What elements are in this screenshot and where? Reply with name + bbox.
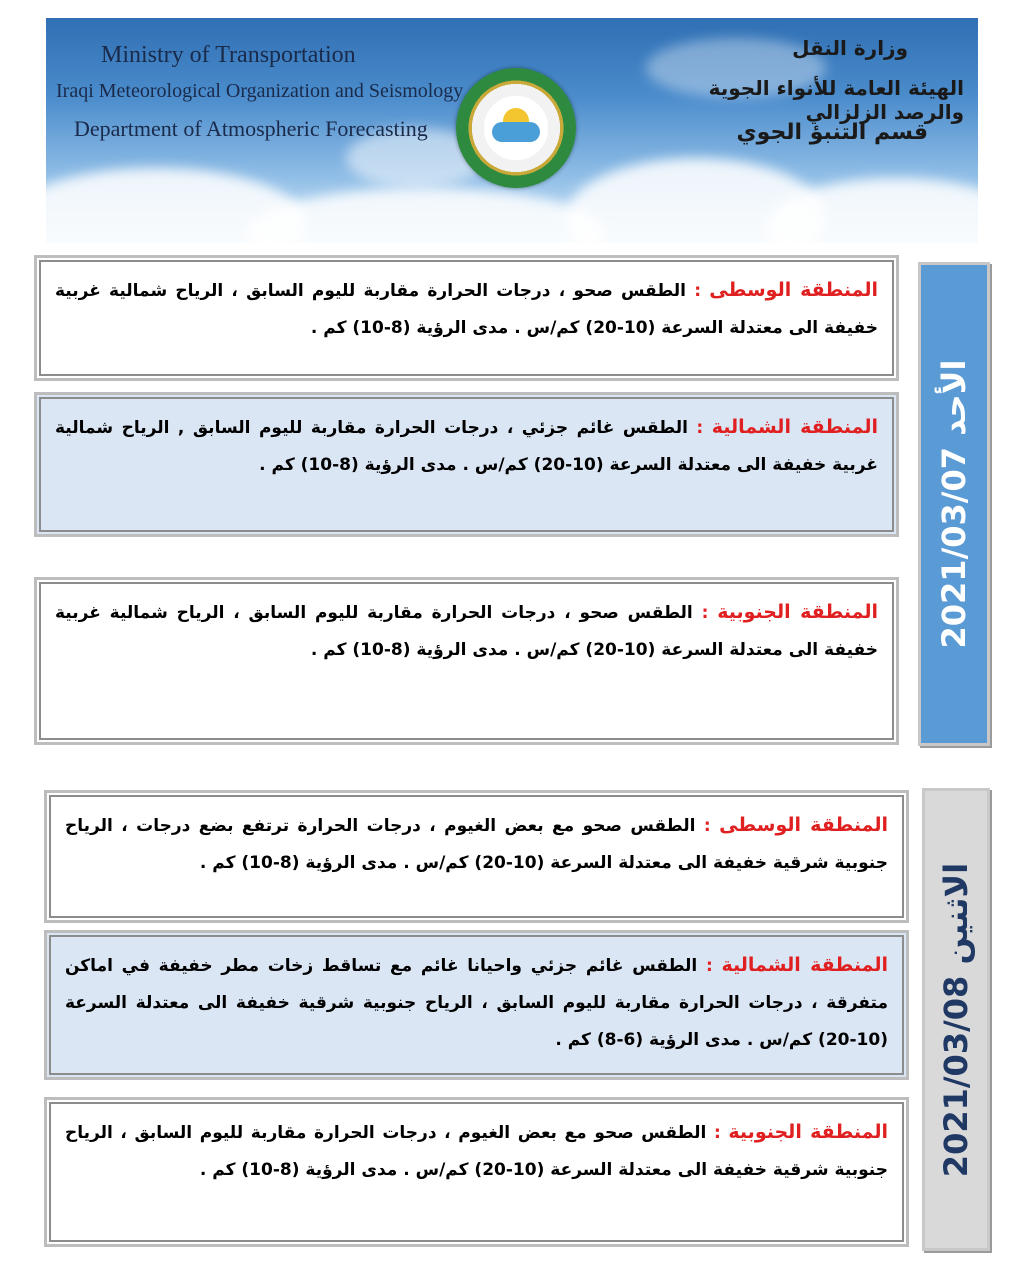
region-name: المنطقة الجنوبية xyxy=(717,601,878,623)
organization-name-en: Iraqi Meteorological Organization and Seismology xyxy=(56,80,464,102)
forecast-box-north xyxy=(44,930,909,1080)
forecast-box-central xyxy=(34,255,899,381)
forecast-details: الطقس صحو ، درجات الحرارة مقاربة لليوم السابق ، الرياح شمالية غربية خفيفة الى معتدلة السرعة (10-20) كم/س . مدى الرؤية (8-10) كم . xyxy=(55,603,878,660)
header-banner xyxy=(46,18,978,243)
forecast-box-north xyxy=(34,392,899,537)
department-name-ar: قسم التنبؤ الجوي xyxy=(736,120,928,145)
organization-logo-icon xyxy=(456,68,576,188)
region-name: المنطقة الوسطى xyxy=(719,814,889,836)
day-bar-monday xyxy=(922,788,990,1251)
forecast-details: الطقس غائم جزئي واحيانا غائم مع تساقط زخات مطر خفيفة في اماكن متفرقة ، درجات الحرارة مقاربة لليوم السابق ، الرياح جنوبية شرقية خفيفة الى معتدلة السرعة (10-20) كم/س . مدى الرؤية (6-8) كم . xyxy=(65,956,888,1050)
day-bar-sunday xyxy=(918,262,990,746)
ministry-name-ar: وزارة النقل xyxy=(792,36,908,60)
region-name: المنطقة الشمالية xyxy=(711,416,878,438)
forecast-text: المنطقة الشمالية : الطقس غائم جزئي ، درجات الحرارة مقاربة لليوم السابق , الرياح شمالية غربية خفيفة الى معتدلة السرعة (10-20) كم/س . مدى الرؤية (8-10) كم . xyxy=(55,416,878,475)
forecast-box-central xyxy=(44,790,909,923)
day-label: الاثنين 2021/03/08 xyxy=(937,862,975,1177)
region-name: المنطقة الشمالية xyxy=(721,954,888,976)
organization-name-ar: الهيئة العامة للأنواء الجوية والرصد الزلزالي xyxy=(708,76,964,124)
forecast-text: المنطقة الجنوبية : الطقس صحو مع بعض الغيوم ، درجات الحرارة مقاربة لليوم السابق ، الرياح جنوبية شرقية خفيفة الى معتدلة السرعة (10-20) كم/س . مدى الرؤية (8-10) كم . xyxy=(65,1121,888,1180)
forecast-details: الطقس صحو ، درجات الحرارة مقاربة لليوم السابق ، الرياح شمالية غربية خفيفة الى معتدلة السرعة (10-20) كم/س . مدى الرؤية (8-10) كم . xyxy=(55,281,878,338)
forecast-box-south xyxy=(34,577,899,745)
forecast-details: الطقس صحو مع بعض الغيوم ، درجات الحرارة مقاربة لليوم السابق ، الرياح جنوبية شرقية خفيفة الى معتدلة السرعة (10-20) كم/س . مدى الرؤية (8-10) كم . xyxy=(65,1123,888,1180)
forecast-text: المنطقة الوسطى : الطقس صحو ، درجات الحرارة مقاربة لليوم السابق ، الرياح شمالية غربية خفيفة الى معتدلة السرعة (10-20) كم/س . مدى الرؤية (8-10) كم . xyxy=(55,279,879,338)
forecast-text: المنطقة الجنوبية : الطقس صحو ، درجات الحرارة مقاربة لليوم السابق ، الرياح شمالية غربية خفيفة الى معتدلة السرعة (10-20) كم/س . مدى الرؤية (8-10) كم . xyxy=(55,601,878,660)
cloud-icon xyxy=(492,122,540,142)
region-name: المنطقة الوسطى xyxy=(709,279,879,301)
department-name-en: Department of Atmospheric Forecasting xyxy=(74,116,428,141)
day-label: الأحد 2021/03/07 xyxy=(935,359,973,649)
ministry-name-en: Ministry of Transportation xyxy=(101,42,356,68)
forecast-details: الطقس صحو مع بعض الغيوم ، درجات الحرارة ترتفع بضع درجات ، الرياح جنوبية شرقية خفيفة الى معتدلة السرعة (10-20) كم/س . مدى الرؤية (8-10) كم . xyxy=(65,816,888,873)
forecast-details: الطقس غائم جزئي ، درجات الحرارة مقاربة لليوم السابق , الرياح شمالية غربية خفيفة الى معتدلة السرعة (10-20) كم/س . مدى الرؤية (8-10) كم . xyxy=(55,418,878,475)
region-name: المنطقة الجنوبية xyxy=(728,1121,888,1143)
forecast-text: المنطقة الشمالية : الطقس غائم جزئي واحيانا غائم مع تساقط زخات مطر خفيفة في اماكن متفرقة ، درجات الحرارة مقاربة لليوم السابق ، الرياح جنوبية شرقية خفيفة الى معتدلة السرعة (10-20) كم/س . مدى الرؤية (6-8) كم . xyxy=(65,954,888,1050)
forecast-text: المنطقة الوسطى : الطقس صحو مع بعض الغيوم ، درجات الحرارة ترتفع بضع درجات ، الرياح جنوبية شرقية خفيفة الى معتدلة السرعة (10-20) كم/س . مدى الرؤية (8-10) كم . xyxy=(65,814,889,873)
forecast-box-south xyxy=(44,1097,909,1247)
